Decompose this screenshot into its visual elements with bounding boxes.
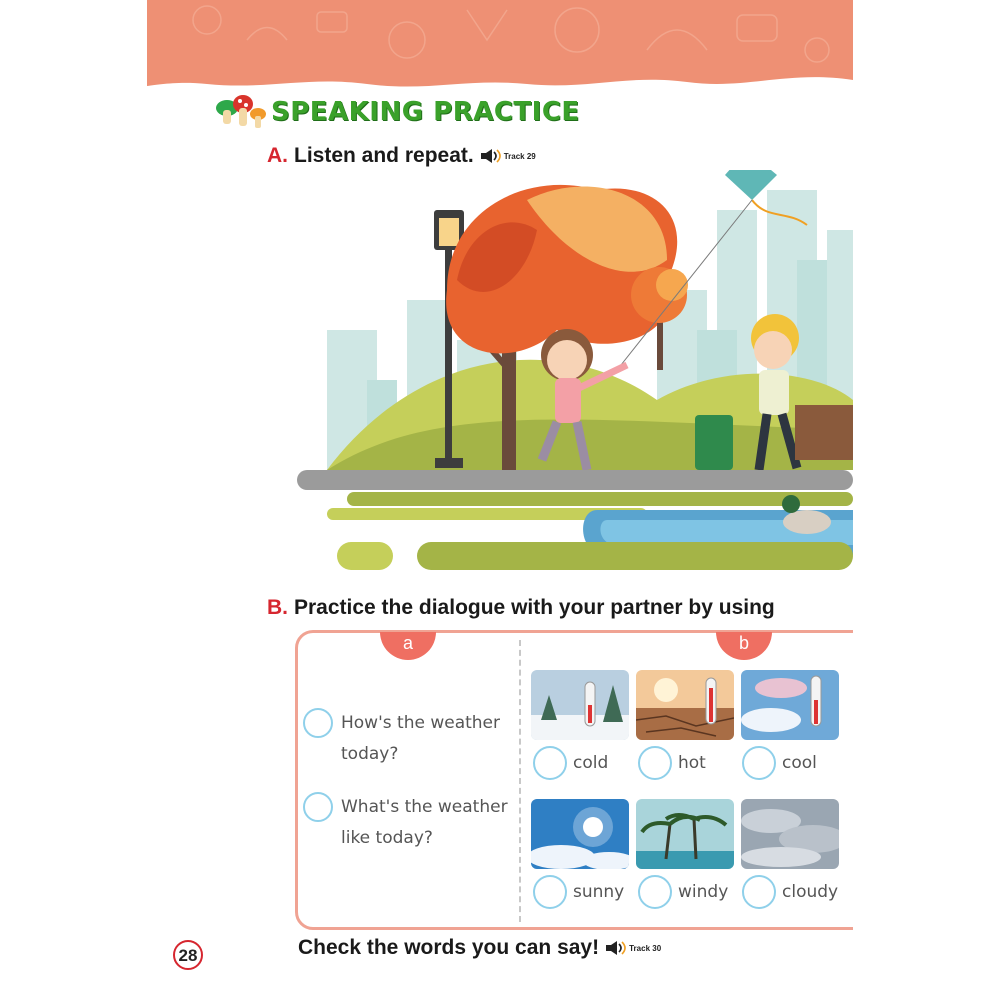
section-b-instruction: Practice the dialogue with your partner by using [294, 596, 775, 619]
question-row [303, 708, 511, 770]
word-checkbox[interactable] [638, 875, 672, 909]
question-checkbox[interactable] [303, 708, 333, 738]
footer-heading [298, 936, 661, 960]
cold-photo [531, 670, 629, 740]
tab-b: b [716, 632, 772, 660]
hot-photo [636, 670, 734, 740]
section-a-instruction: Listen and repeat. [294, 144, 474, 167]
section-b-heading [267, 596, 775, 620]
title-row [213, 92, 580, 132]
word-label: sunny [573, 882, 625, 902]
word-item-cold [533, 746, 608, 780]
track-label: Track 30 [629, 943, 662, 953]
question-row [303, 792, 511, 854]
box-divider [519, 640, 521, 922]
word-label: windy [678, 882, 729, 902]
word-item-windy [638, 875, 728, 909]
cool-photo [741, 670, 839, 740]
word-item-cool [742, 746, 817, 780]
word-checkbox[interactable] [533, 875, 567, 909]
word-checkbox[interactable] [742, 746, 776, 780]
word-item-cloudy [742, 875, 838, 909]
sunny-photo [531, 799, 629, 869]
page-title: SPEAKING PRACTICE [271, 97, 580, 127]
page-number: 28 [173, 940, 203, 970]
word-checkbox[interactable] [742, 875, 776, 909]
word-label: cloudy [782, 882, 839, 902]
speaker-icon [605, 940, 627, 956]
cloudy-photo [741, 799, 839, 869]
question-checkbox[interactable] [303, 792, 333, 822]
word-label: cold [573, 753, 609, 773]
word-label: hot [678, 753, 706, 773]
track-30-button[interactable] [605, 940, 661, 956]
question-text: How's the weather today? [341, 713, 500, 764]
header-band [147, 0, 853, 100]
section-b-letter: B. [267, 596, 288, 619]
word-label: cool [782, 753, 817, 773]
word-item-hot [638, 746, 706, 780]
speaker-icon [480, 148, 502, 164]
footer-instruction: Check the words you can say! [298, 936, 600, 959]
windy-photo [636, 799, 734, 869]
park-illustration [297, 170, 853, 580]
track-label: Track 29 [503, 151, 536, 161]
textbook-page [147, 0, 853, 1000]
question-text: What's the weather like today? [341, 797, 508, 848]
tab-a: a [380, 632, 436, 660]
word-checkbox[interactable] [638, 746, 672, 780]
section-a-letter: A. [267, 144, 288, 167]
track-29-button[interactable] [480, 148, 536, 164]
section-a-heading [267, 144, 536, 168]
mushroom-icon [213, 92, 267, 132]
word-checkbox[interactable] [533, 746, 567, 780]
word-item-sunny [533, 875, 624, 909]
